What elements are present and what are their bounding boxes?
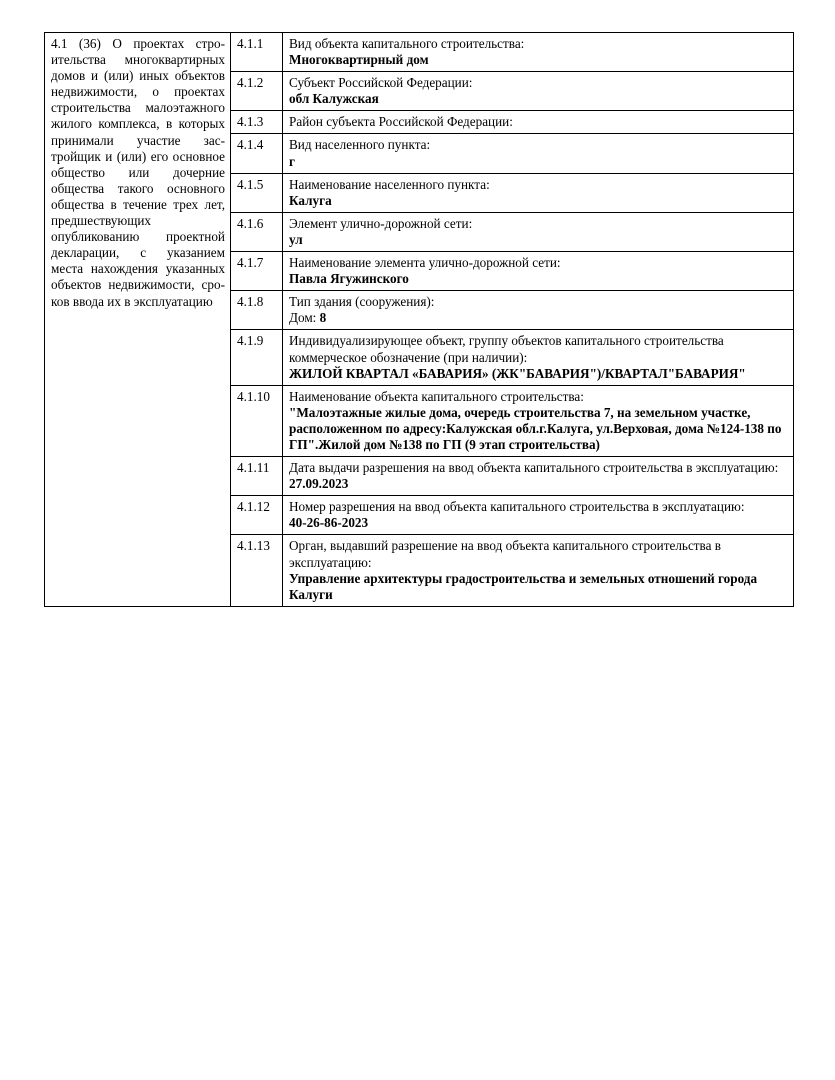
row-number: 4.1.10 (231, 385, 283, 456)
row-number: 4.1.2 (231, 72, 283, 111)
row-value-cell (283, 291, 794, 330)
row-value-cell (283, 385, 794, 456)
field-label: Вид населенного пункта: (289, 137, 431, 153)
field-value: обл Калужская (289, 91, 379, 107)
field-label: Наименование объекта капитального строительства: (289, 388, 584, 404)
row-number: 4.1.3 (231, 111, 283, 134)
table-row (45, 33, 794, 72)
row-number: 4.1.1 (231, 33, 283, 72)
row-number: 4.1.4 (231, 134, 283, 173)
row-value-cell (283, 330, 794, 385)
row-number: 4.1.9 (231, 330, 283, 385)
row-value-cell (283, 252, 794, 291)
field-value: Калуга (289, 192, 332, 208)
field-label: Индивидуализирующее объект, группу объектов капитального строительства коммерческое обозначение (при наличии): (289, 333, 724, 365)
field-value: г (289, 153, 295, 169)
field-value: 40-26-86-2023 (289, 515, 369, 531)
section-description-cell: 4.1 (36) О проектах строительства многоквартирных домов и (или) иных объектов недвижимости, о проектах строительства малоэтажного жилого комплекса, в которых принимали участие застройщик и (или) его основное общество или дочерние общества такого основного общества в течение трех лет, предшествующих опубликованию проектной декларации, с указанием места нахождения указанных объектов недвижимости, сроков ввода их в эксплуатацию (45, 33, 231, 607)
field-label: Тип здания (сооружения): (289, 294, 435, 310)
row-value-cell (283, 134, 794, 173)
row-value-cell (283, 72, 794, 111)
row-value-cell (283, 173, 794, 212)
row-number: 4.1.12 (231, 496, 283, 535)
field-value: Павла Ягужинского (289, 271, 409, 287)
row-value-cell (283, 496, 794, 535)
field-label: Элемент улично-дорожной сети: (289, 215, 473, 231)
row-number: 4.1.6 (231, 212, 283, 251)
field-label: Орган, выдавший разрешение на ввод объекта капитального строительства в эксплуатацию: (289, 538, 721, 570)
field-label: Вид объекта капитального строительства: (289, 36, 525, 51)
row-value-cell (283, 33, 794, 72)
field-value: ЖИЛОЙ КВАРТАЛ «БАВАРИЯ» (ЖК"БАВАРИЯ")/КВАРТАЛ"БАВАРИЯ" (289, 365, 746, 381)
row-number: 4.1.7 (231, 252, 283, 291)
field-value: ул (289, 231, 303, 247)
row-number: 4.1.5 (231, 173, 283, 212)
row-number: 4.1.8 (231, 291, 283, 330)
row-number: 4.1.11 (231, 457, 283, 496)
field-label: Наименование элемента улично-дорожной сети: (289, 255, 561, 271)
row-value-cell (283, 111, 794, 134)
row-value-cell (283, 535, 794, 606)
row-number: 4.1.13 (231, 535, 283, 606)
field-label: Субъект Российской Федерации: (289, 75, 473, 91)
field-value: 8 (319, 310, 327, 326)
declaration-table (44, 32, 794, 607)
field-value: 27.09.2023 (289, 476, 349, 492)
field-label: Наименование населенного пункта: (289, 176, 490, 192)
field-label: Район субъекта Российской Федерации: (289, 114, 513, 130)
field-label: Номер разрешения на ввод объекта капитального строительства в эксплуатацию: (289, 499, 745, 515)
field-value: "Малоэтажные жилые дома, очередь строительства 7, на земельном участке, расположенном по адресу:Калужская обл.г.Калуга, ул.Верховая, дома №124-138 по ГП".Жилой дом №138 по ГП (9 этап строительства) (289, 404, 782, 452)
field-label: Дата выдачи разрешения на ввод объекта капитального строительства в эксплуатацию: (289, 460, 779, 476)
field-value-prefix: Дом: (289, 310, 320, 326)
field-value: Управление архитектуры градостроительства и земельных отношений города Калуги (289, 570, 758, 602)
row-value-cell (283, 457, 794, 496)
field-value: Многоквартирный дом (289, 52, 429, 68)
row-value-cell (283, 212, 794, 251)
